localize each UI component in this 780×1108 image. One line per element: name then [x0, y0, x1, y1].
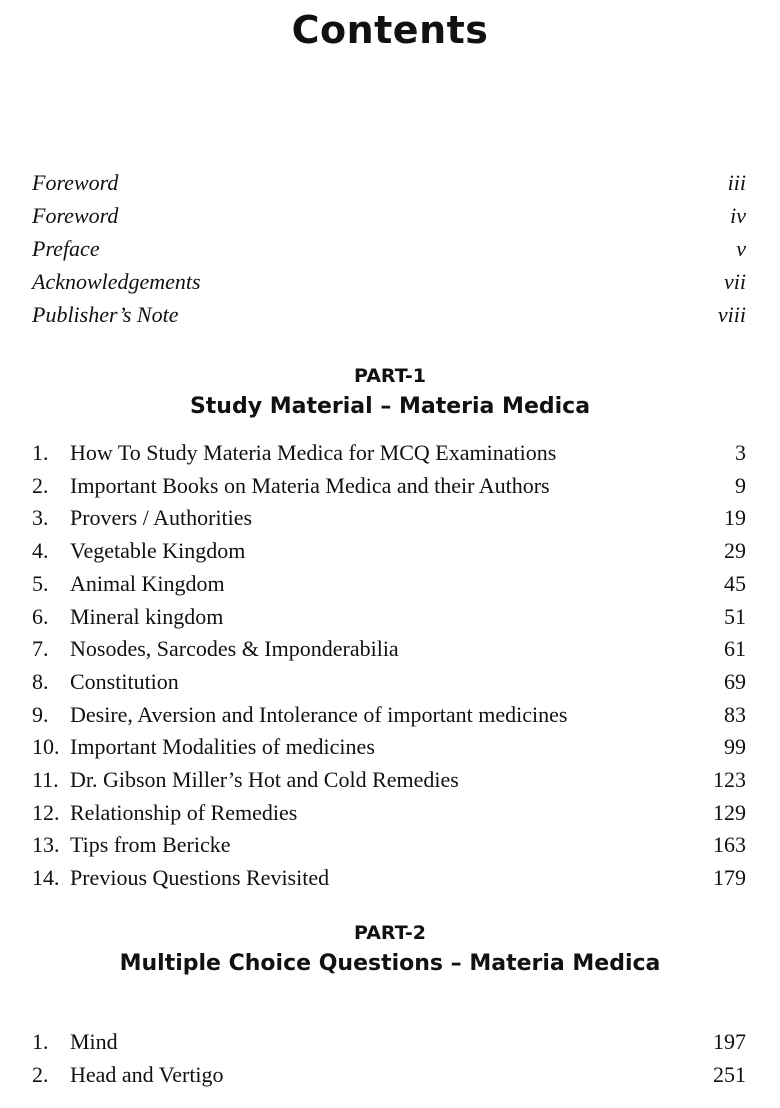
entry-title: Constitution [70, 668, 179, 694]
entry-number: 10. [32, 734, 60, 760]
entry-title: Important Books on Materia Medica and their Authors [70, 472, 550, 498]
entry-title: Mineral kingdom [70, 603, 224, 629]
entry-page: 251 [713, 1061, 746, 1087]
entry-page: 123 [713, 767, 746, 792]
entry-title: How To Study Materia Medica for MCQ Examinations [70, 440, 557, 465]
toc-entry [32, 764, 746, 796]
part-heading: PART-1 [354, 365, 426, 387]
toc-entry [32, 233, 746, 265]
toc-entry [32, 299, 746, 331]
entry-number: 3. [32, 505, 49, 531]
entry-number: 5. [32, 570, 49, 596]
entry-page: vii [724, 269, 746, 294]
entry-title: Publisher’s Note [32, 302, 179, 327]
entry-title: Provers / Authorities [70, 505, 253, 531]
toc-entry [32, 200, 746, 232]
entry-number: 9. [32, 701, 49, 727]
entry-number: 1. [32, 440, 49, 465]
entry-number: 4. [32, 538, 49, 564]
entry-page: 29 [724, 538, 746, 564]
toc-entry [32, 437, 746, 469]
entry-page: 179 [713, 865, 746, 891]
entry-title: Important Modalities of medicines [70, 734, 375, 760]
entry-page: 19 [724, 505, 746, 531]
toc-entry [32, 862, 746, 894]
part-subtitle: Multiple Choice Questions – Materia Medica [119, 951, 661, 976]
toc-entry [32, 1026, 746, 1058]
entry-title: Foreword [32, 170, 119, 195]
entry-page: 61 [724, 636, 746, 662]
entry-title: Foreword [32, 203, 119, 228]
toc-entry [32, 167, 746, 199]
entry-number: 13. [32, 832, 60, 858]
entry-title: Vegetable Kingdom [70, 538, 246, 564]
entry-number: 14. [32, 865, 60, 891]
entry-page: 51 [724, 603, 746, 629]
entry-title: Animal Kingdom [70, 570, 225, 596]
entry-page: 45 [724, 570, 746, 596]
entry-title: Nosodes, Sarcodes & Imponderabilia [70, 636, 399, 662]
entry-title: Dr. Gibson Miller’s Hot and Cold Remedies [70, 767, 459, 792]
entry-page: iii [727, 170, 746, 195]
entry-page: 83 [724, 701, 746, 727]
page-title: Contents [291, 8, 489, 52]
entry-title: Desire, Aversion and Intolerance of important medicines [70, 701, 568, 727]
toc-entry [32, 829, 746, 861]
entry-number: 2. [32, 472, 49, 498]
toc-entry [32, 633, 746, 665]
entry-page: 3 [735, 440, 746, 465]
entry-number: 8. [32, 668, 49, 694]
part-subtitle: Study Material – Materia Medica [189, 394, 591, 419]
entry-page: 163 [713, 832, 746, 858]
entry-page: viii [717, 302, 746, 327]
entry-number: 7. [32, 636, 49, 662]
entry-title: Relationship of Remedies [70, 799, 298, 825]
toc-entry [32, 731, 746, 763]
entry-title: Previous Questions Revisited [70, 865, 330, 891]
toc-entry [32, 666, 746, 698]
entry-page: 129 [713, 799, 746, 825]
entry-number: 12. [32, 799, 60, 825]
entry-title: Tips from Bericke [70, 832, 231, 858]
toc-entry [32, 601, 746, 633]
entry-title: Head and Vertigo [70, 1061, 224, 1087]
entry-number: 11. [32, 767, 59, 792]
part-heading: PART-2 [354, 922, 426, 944]
entry-page: 69 [724, 668, 746, 694]
toc-entry [32, 266, 746, 298]
entry-page: 9 [735, 472, 746, 498]
entry-title: Preface [32, 236, 100, 261]
entry-page: v [736, 236, 746, 261]
toc-entry [32, 535, 746, 567]
toc-entry [32, 699, 746, 731]
toc-entry [32, 1059, 746, 1091]
entry-title: Acknowledgements [32, 269, 201, 294]
entry-page: iv [730, 203, 746, 228]
toc-entry [32, 470, 746, 502]
toc-entry [32, 502, 746, 534]
toc-entry [32, 568, 746, 600]
entry-number: 2. [32, 1061, 49, 1087]
entry-page: 99 [724, 734, 746, 760]
entry-number: 6. [32, 603, 49, 629]
entry-page: 197 [713, 1029, 746, 1054]
toc-entry [32, 797, 746, 829]
entry-number: 1. [32, 1029, 49, 1054]
entry-title: Mind [70, 1029, 118, 1054]
